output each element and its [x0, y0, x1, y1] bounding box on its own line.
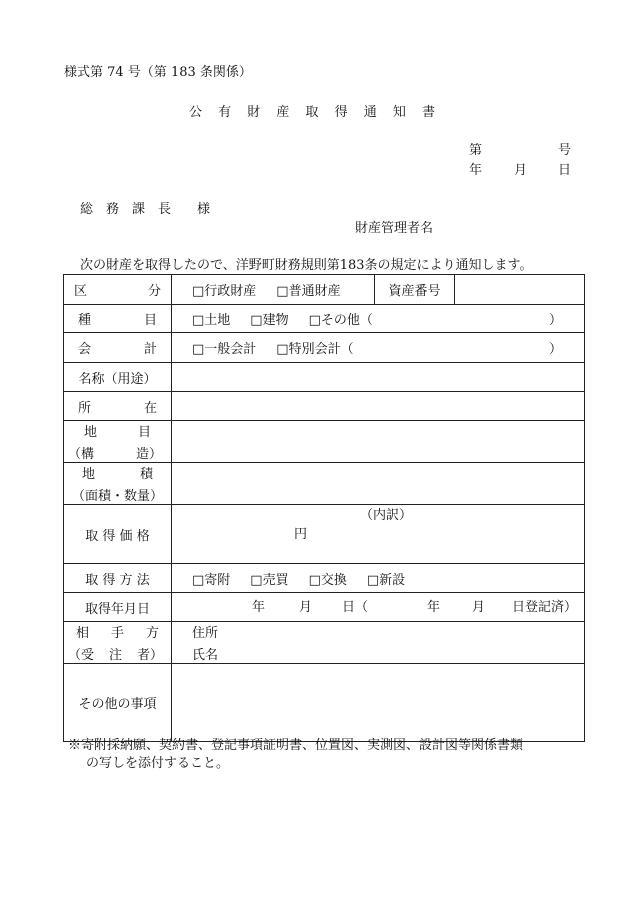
acquisition-price-field[interactable] [172, 505, 585, 564]
classification-label: 区 分 [64, 275, 172, 305]
counterparty-address-label: 住所 [192, 626, 219, 641]
checkbox-donation[interactable]: □寄附 [192, 572, 231, 588]
area-field[interactable] [172, 463, 585, 505]
row-name-purpose [64, 363, 585, 392]
name-purpose-label: 名称（用途） [64, 363, 172, 392]
category-label: 種 目 [64, 305, 172, 333]
registered-label: 日登記済） [512, 600, 578, 615]
acquisition-date-field[interactable]: 年 月 日（ 年 月 日登記済） [172, 593, 585, 622]
row-other-matters [64, 664, 585, 742]
account-label: 会 計 [64, 333, 172, 363]
row-location [64, 392, 585, 421]
name-purpose-field[interactable] [172, 363, 585, 392]
date-month-label: 月 [514, 163, 528, 178]
checkbox-other[interactable]: □その他（ [308, 313, 373, 328]
row-category [64, 305, 585, 333]
acquisition-method-label: 取 得 方 法 [64, 564, 172, 593]
counterparty-field[interactable] [172, 622, 585, 664]
notification-form-table [63, 274, 585, 742]
price-breakdown-label: （内訳） [360, 508, 413, 523]
number-prefix: 第 [469, 143, 483, 158]
row-counterparty [64, 622, 585, 664]
checkbox-administrative-property[interactable]: □行政財産 [192, 284, 257, 299]
form-number: 様式第 74 号（第 183 条関係） [64, 65, 252, 80]
area-label: 地 積 （面積・数量） [64, 463, 172, 505]
checkbox-purchase[interactable]: □売買 [250, 572, 289, 588]
checkbox-building[interactable]: □建物 [250, 313, 289, 328]
checkbox-general-account[interactable]: □一般会計 [192, 342, 257, 357]
category-other-close: ） [548, 313, 562, 328]
row-acquisition-method [64, 564, 585, 593]
document-title: 公 有 財 産 取 得 通 知 書 [188, 105, 442, 120]
acquisition-method-options [172, 564, 585, 593]
counterparty-name-label: 氏名 [192, 648, 219, 663]
recipient: 総 務 課 長 様 [80, 202, 211, 217]
property-manager-name: 財産管理者名 [355, 221, 434, 236]
row-acquisition-date [64, 593, 585, 622]
acquisition-date-label: 取得年月日 [64, 593, 172, 622]
location-label: 所 在 [64, 392, 172, 421]
acquisition-price-label: 取 得 価 格 [64, 505, 172, 564]
row-acquisition-price [64, 505, 585, 564]
account-options [172, 333, 585, 363]
classification-options [172, 275, 375, 305]
counterparty-label: 相 手 方 （受 注 者） [64, 622, 172, 664]
intro-sentence: 次の財産を取得したので、洋野町財務規則第183条の規定により通知します。 [80, 258, 533, 273]
land-category-field[interactable] [172, 421, 585, 463]
date-day-label: 日 [558, 163, 572, 178]
checkbox-new-construction[interactable]: □新設 [366, 572, 406, 588]
checkbox-land[interactable]: □土地 [192, 313, 231, 328]
account-special-close: ） [548, 342, 562, 357]
asset-number-field[interactable] [455, 275, 585, 305]
row-area [64, 463, 585, 505]
other-matters-field[interactable] [172, 664, 585, 742]
attachment-note: ※寄附採納願、契約書、登記事項証明書、位置図、実測図、設計図等関係書類 [68, 738, 524, 753]
land-category-label: 地 目 （構 造） [64, 421, 172, 463]
row-account [64, 333, 585, 363]
row-land-category [64, 421, 585, 463]
yen-label: 円 [294, 527, 308, 542]
checkbox-special-account[interactable]: □特別会計（ [276, 342, 354, 357]
number-suffix: 号 [558, 143, 572, 158]
category-options [172, 305, 585, 333]
location-field[interactable] [172, 392, 585, 421]
checkbox-exchange[interactable]: □交換 [308, 572, 347, 588]
asset-number-label: 資産番号 [375, 275, 455, 305]
other-matters-label: その他の事項 [64, 664, 172, 742]
checkbox-general-property[interactable]: □普通財産 [276, 284, 341, 299]
attachment-note-continued: の写しを添付すること。 [86, 756, 230, 771]
date-year-label: 年 [469, 163, 483, 178]
row-classification [64, 275, 585, 305]
